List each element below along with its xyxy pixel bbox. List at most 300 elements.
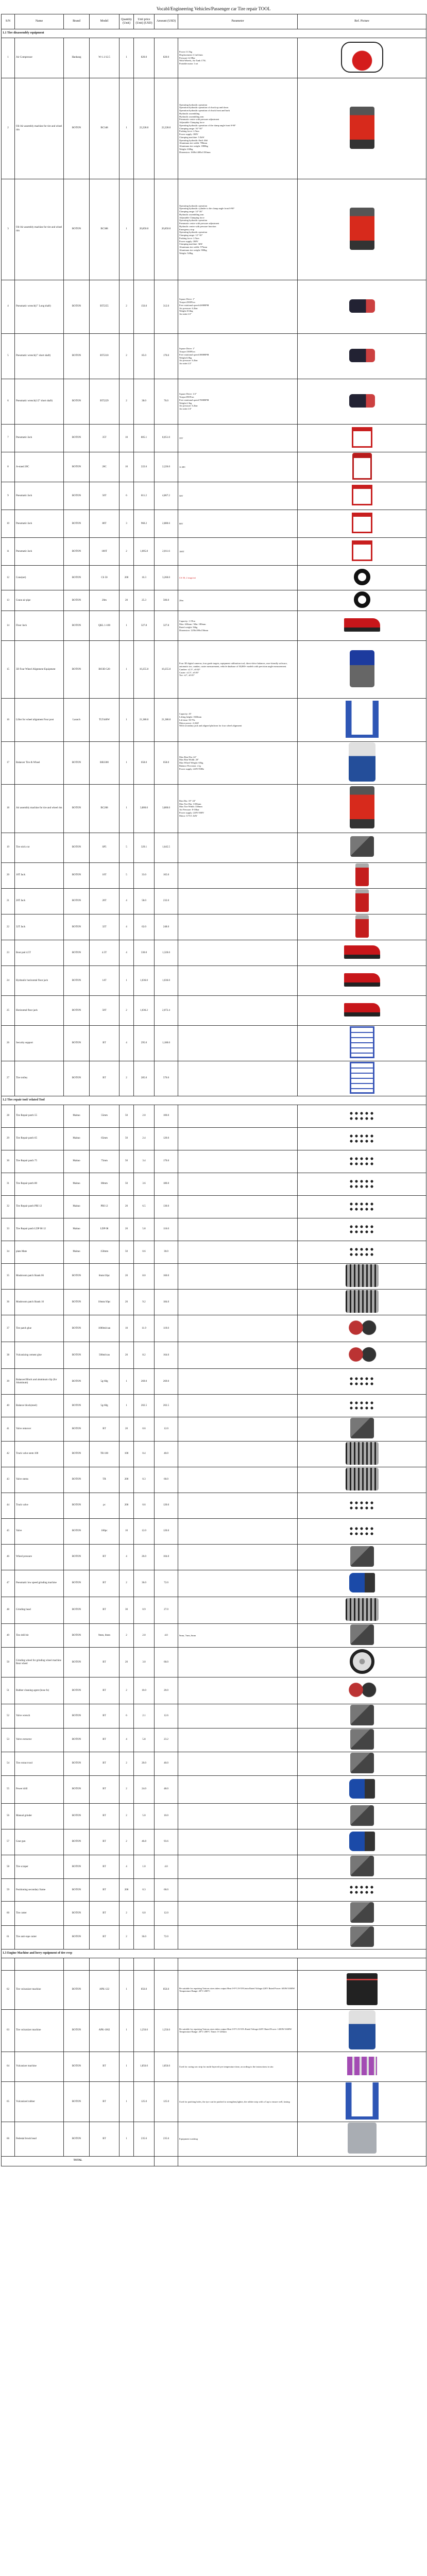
row-amount: 120.0 [155, 1519, 178, 1545]
table-row [2, 1829, 426, 1855]
row-sn: 47 [2, 1570, 15, 1597]
row-model: SP5 [90, 833, 119, 862]
row-quantity: 1 [119, 641, 134, 699]
row-name: Pneumatic wrench(1/2" short shaft) [15, 379, 64, 425]
row-ref-picture [298, 833, 426, 862]
row-brand: BOTON [64, 452, 90, 482]
row-unit-price: 202.5 [134, 1395, 155, 1417]
row-unit-price: 330.0 [134, 940, 155, 966]
product-image [347, 1316, 378, 1339]
row-ref-picture [298, 334, 426, 379]
row-parameter [178, 1061, 298, 1096]
row-unit-price: 5.8 [134, 1728, 155, 1752]
row-parameter: Operating hydraulic operation Operating hydraulic cylinder to the clamp angle front 0-90° Clamping range: 14"-26" Hydraulic assembling arm Adjustable Clamping force Operating hydraulic operation Pneumatic center with pressure adjustment Hydraulic center with pressure function Emergency stop Operating hydraulic operation Clamping range: 14"-30" Pushing force: 2.5ton Power supply: 380V Clamping machine: 3kW Aluminum tire width: 575mm Aluminum tire weight: 900kg Weight: 520kg [178, 179, 298, 280]
row-brand: BOTON [64, 1519, 90, 1545]
row-sn [2, 1958, 15, 1970]
row-ref-picture [298, 1570, 426, 1597]
table-row [2, 510, 426, 538]
row-amount: 232.0 [155, 888, 178, 914]
header-model: Model [90, 14, 119, 29]
row-unit-price: 36.0 [134, 1925, 155, 1949]
row-quantity: 4 [119, 1855, 134, 1879]
row-amount: 1,036.0 [155, 966, 178, 996]
row-parameter [178, 1105, 298, 1127]
row-sn: 29 [2, 1127, 15, 1150]
row-model: BT [90, 1704, 119, 1728]
product-image [352, 485, 372, 505]
row-brand: Maitao [64, 1105, 90, 1127]
row-unit-price: 2.4 [134, 1127, 155, 1150]
row-name [15, 1958, 64, 1970]
row-unit-price: 1,036.0 [134, 966, 155, 996]
row-model: BT [90, 1855, 119, 1879]
row-sn: 39 [2, 1369, 15, 1395]
row-quantity: 10 [119, 425, 134, 452]
row-name: 32T Jack [15, 914, 64, 940]
row-name: Pneumatic Jack [15, 510, 64, 538]
row-name: Vulcanized rubber [15, 2082, 64, 2122]
table-row [2, 2122, 426, 2156]
quotation-table [1, 14, 426, 2166]
table-row [2, 1704, 426, 1728]
row-quantity: 4 [119, 888, 134, 914]
row-model: PRI 12 [90, 1195, 119, 1218]
row-unit-price: 0.9 [134, 1597, 155, 1624]
row-parameter [178, 1545, 298, 1570]
row-quantity: 2 [119, 1925, 134, 1949]
table-row [2, 1195, 426, 1218]
row-sn: 60 [2, 1902, 15, 1925]
row-model: LDP 08 [90, 1218, 119, 1241]
row-name: Cone(set) [15, 566, 64, 590]
row-ref-picture [298, 699, 426, 742]
row-name: Valve remover [15, 1417, 64, 1441]
row-unit-price: 295.0 [134, 1026, 155, 1061]
product-image [350, 836, 374, 857]
row-brand: BOTON [64, 566, 90, 590]
row-parameter [178, 1704, 298, 1728]
row-name: Tire vulcanizer machine [15, 1970, 64, 2009]
row-amount: 2,880.6 [155, 510, 178, 538]
row-ref-picture [298, 862, 426, 888]
row-quantity: 10 [119, 452, 134, 482]
row-brand: BOTON [64, 1467, 90, 1493]
row-brand: Maitao [64, 1241, 90, 1263]
row-ref-picture [298, 1728, 426, 1752]
row-brand: BOTON [64, 538, 90, 566]
row-parameter: A-20C [178, 452, 298, 482]
row-brand: BOTON [64, 334, 90, 379]
row-name: Air assembly machine for tire and wheel rim [15, 784, 64, 833]
row-name: Boot pad 4.5T [15, 940, 64, 966]
product-image [352, 540, 372, 561]
row-quantity: 1 [119, 179, 134, 280]
row-model: BT [90, 1752, 119, 1775]
table-row [2, 641, 426, 699]
table-row [2, 1677, 426, 1704]
row-ref-picture [298, 1173, 426, 1195]
row-amount: 2,072.4 [155, 996, 178, 1026]
row-ref-picture [298, 1467, 426, 1493]
row-brand: BOTON [64, 641, 90, 699]
row-amount: 12.6 [155, 1704, 178, 1728]
row-ref-picture [298, 1241, 426, 1263]
table-row [2, 1493, 426, 1519]
row-unit-price: 1,856.0 [134, 2052, 155, 2082]
table-row [2, 590, 426, 611]
table-row [2, 1467, 426, 1493]
row-model: 5g-60g [90, 1395, 119, 1417]
row-ref-picture [298, 566, 426, 590]
row-unit-price: 0.4 [134, 1441, 155, 1467]
row-model: pc [90, 1493, 119, 1519]
row-quantity: 10 [119, 1315, 134, 1342]
table-row [2, 1026, 426, 1061]
row-name: Truck valve [15, 1493, 64, 1519]
row-amount: 1,180.0 [155, 1026, 178, 1061]
row-amount: 120.0 [155, 1127, 178, 1150]
row-brand: BOTON [64, 1342, 90, 1369]
row-name: Floor Jack [15, 611, 64, 641]
row-unit-price: 327.8 [134, 611, 155, 641]
row-model: BT [90, 2122, 119, 2156]
product-image [346, 1264, 379, 1287]
table-row [2, 1369, 426, 1395]
row-unit-price: 2.1 [134, 1704, 155, 1728]
row-parameter: Square Drive: 1" Torque:1500N.m Free rotational speed:3800RPM Weight:6.8kg Air pressure: 6.2bar Air inlet:1/2" [178, 334, 298, 379]
row-unit-price: 26.0 [134, 1545, 155, 1570]
product-image [349, 1779, 375, 1799]
row-name: 20T Jack [15, 888, 64, 914]
row-brand: BOTON [64, 1493, 90, 1519]
section-row [2, 1949, 426, 1958]
row-model: 20m [90, 590, 119, 611]
row-unit-price: 8.2 [134, 1342, 155, 1369]
product-image [355, 889, 369, 912]
row-ref-picture [298, 1369, 426, 1395]
product-image [349, 299, 375, 313]
row-amount: 3,800.0 [155, 784, 178, 833]
row-unit-price: 12.0 [134, 1519, 155, 1545]
row-brand: BOTON [64, 1728, 90, 1752]
row-amount: 658.0 [155, 742, 178, 784]
total-label: TOTAL [2, 2156, 155, 2166]
row-name: Grinding wheel for grinding wheel machine Rear wheel [15, 1648, 64, 1677]
product-image [350, 1805, 374, 1826]
row-ref-picture [298, 1290, 426, 1315]
product-image [350, 1062, 374, 1094]
row-parameter [178, 1958, 298, 1970]
row-brand: Maitao [64, 1150, 90, 1173]
table-row [2, 280, 426, 334]
row-brand: BOTON [64, 2082, 90, 2122]
row-quantity: 5 [119, 833, 134, 862]
row-model: 4.5T [90, 940, 119, 966]
row-sn: 56 [2, 1804, 15, 1829]
row-sn: 35 [2, 1263, 15, 1289]
row-parameter [178, 1902, 298, 1925]
row-quantity: 2 [119, 1570, 134, 1597]
row-unit-price: 21,380.0 [134, 699, 155, 742]
row-name: Tire extract tool [15, 1752, 64, 1775]
row-amount: 60.0 [155, 1648, 178, 1677]
row-unit-price: 8.0 [134, 1263, 155, 1289]
row-name: Tire Repair patch PRI 12 [15, 1195, 64, 1218]
row-parameter: Capacity: 4T Lifting height: 1820mm Lift time: 50-70s Motor power: 2.2kW With secondary jack and aligned platform for four wheel alignment [178, 699, 298, 742]
row-parameter [178, 1241, 298, 1263]
row-sn: 15 [2, 641, 15, 699]
row-sn: 7 [2, 425, 15, 452]
row-sn: 46 [2, 1545, 15, 1570]
table-row [2, 1519, 426, 1545]
table-row [2, 425, 426, 452]
row-brand: BOTON [64, 1441, 90, 1467]
row-amount: 2,226.0 [155, 452, 178, 482]
row-brand: BOTON [64, 1855, 90, 1879]
row-amount: 856.0 [155, 1970, 178, 2009]
table-row [2, 2052, 426, 2082]
table-row [2, 1925, 426, 1949]
row-quantity: 200 [119, 566, 134, 590]
row-sn: 25 [2, 996, 15, 1026]
row-model [90, 1958, 119, 1970]
row-parameter [178, 1879, 298, 1902]
product-image [349, 349, 375, 362]
row-sn: 49 [2, 1624, 15, 1648]
row-amount: 72.0 [155, 1925, 178, 1949]
table-row [2, 1970, 426, 2009]
row-name: Mushroom patch Shank 10 [15, 1290, 64, 1315]
product-image [349, 1247, 375, 1256]
row-unit-price: 5.0 [134, 1804, 155, 1829]
row-quantity: 1 [119, 1369, 134, 1395]
table-row [2, 179, 426, 280]
row-name: Tire Repair patch 80 [15, 1173, 64, 1195]
row-ref-picture [298, 1127, 426, 1150]
row-ref-picture [298, 1902, 426, 1925]
row-sn: 9 [2, 482, 15, 510]
row-model: 10mm/10pc [90, 1290, 119, 1315]
row-model: APK-1062 [90, 2009, 119, 2052]
row-parameter [178, 862, 298, 888]
row-model: 100pc [90, 1519, 119, 1545]
row-model: BT [90, 1804, 119, 1829]
row-unit-price: 156.0 [134, 280, 155, 334]
row-quantity: 2 [119, 379, 134, 425]
row-unit-price: 9.2 [134, 1290, 155, 1315]
row-sn: 51 [2, 1677, 15, 1704]
table-row [2, 1417, 426, 1441]
row-model: BT5229 [90, 379, 119, 425]
row-unit-price: 811.2 [134, 482, 155, 510]
row-quantity: 1 [119, 2052, 134, 2082]
table-row [2, 1728, 426, 1752]
row-sn: 22 [2, 914, 15, 940]
row-model: 10T [90, 862, 119, 888]
row-model: BT [90, 1570, 119, 1597]
table-row [2, 1441, 426, 1467]
row-name: 10T Jack [15, 862, 64, 888]
row-unit-price: 0.3 [134, 1879, 155, 1902]
row-sn: 58 [2, 1855, 15, 1879]
row-model: BT5310 [90, 334, 119, 379]
product-image [355, 863, 369, 886]
row-name: Balance block(steel) [15, 1395, 64, 1417]
table-row [2, 914, 426, 940]
row-brand: BOTON [64, 1263, 90, 1289]
product-image [350, 786, 374, 828]
table-row [2, 566, 426, 590]
row-brand: BOTON [64, 482, 90, 510]
row-quantity: 1 [119, 699, 134, 742]
row-brand: BOTON [64, 280, 90, 334]
row-ref-picture [298, 888, 426, 914]
row-brand: BOTON [64, 1290, 90, 1315]
row-amount [155, 1958, 178, 1970]
table-row [2, 38, 426, 78]
table-row [2, 996, 426, 1026]
row-model: 150mm [90, 1241, 119, 1263]
row-sn: 40 [2, 1395, 15, 1417]
row-model: BT [90, 1776, 119, 1804]
product-image [349, 1400, 375, 1410]
table-row [2, 538, 426, 566]
row-parameter: Capacity: 1.5Ton Max: 630mm / Min: 180mm Rated weight: 56kg Dimension: 1250x390x150mm [178, 611, 298, 641]
product-image [347, 1973, 378, 2005]
row-sn: 52 [2, 1704, 15, 1728]
product-image [354, 569, 370, 585]
row-unit-price: 820.0 [134, 38, 155, 78]
row-parameter [178, 1290, 298, 1315]
row-name: Tire cutter [15, 1902, 64, 1925]
row-sn: 38 [2, 1342, 15, 1369]
row-brand: BOTON [64, 940, 90, 966]
row-sn: 6 [2, 379, 15, 425]
row-ref-picture [298, 2052, 426, 2082]
table-row [2, 2009, 426, 2052]
row-quantity [119, 1958, 134, 1970]
row-name: Mushroom patch Shank 06 [15, 1263, 64, 1289]
row-sn: 62 [2, 1970, 15, 2009]
row-amount: 1,256.0 [155, 2009, 178, 2052]
row-amount: 125.0 [155, 2082, 178, 2122]
row-brand: BOTON [64, 833, 90, 862]
row-parameter [178, 1342, 298, 1369]
row-unit-price: 2.0 [134, 1105, 155, 1127]
table-row [2, 1395, 426, 1417]
row-ref-picture [298, 1545, 426, 1570]
row-sn: 14 [2, 611, 15, 641]
row-brand: BOTON [64, 1545, 90, 1570]
row-parameter [178, 833, 298, 862]
row-ref-picture [298, 1597, 426, 1624]
row-unit-price: 3.0 [134, 1648, 155, 1677]
row-parameter [178, 1150, 298, 1173]
product-image [349, 1156, 375, 1165]
row-brand: BOTON [64, 2009, 90, 2052]
row-brand: BOTON [64, 590, 90, 611]
row-amount: 60.0 [155, 1879, 178, 1902]
row-unit-price: 38.0 [134, 379, 155, 425]
row-quantity: 6 [119, 482, 134, 510]
row-sn: 57 [2, 1829, 15, 1855]
row-ref-picture [298, 1804, 426, 1829]
row-amount: 104.0 [155, 1545, 178, 1570]
row-brand: BOTON [64, 1369, 90, 1395]
row-quantity: 1 [119, 611, 134, 641]
row-model: 5g-60g [90, 1369, 119, 1395]
row-unit-price: 58.0 [134, 888, 155, 914]
row-parameter: 9mm, 7mm, 6mm [178, 1624, 298, 1648]
row-amount: 20,850.0 [155, 179, 178, 280]
row-sn: 36 [2, 1290, 15, 1315]
row-amount: 269.0 [155, 1369, 178, 1395]
row-amount: 27.0 [155, 1597, 178, 1624]
row-name: Lifter for wheel alignment Four post [15, 699, 64, 742]
row-ref-picture [298, 1441, 426, 1467]
row-unit-price: 20.0 [134, 1752, 155, 1775]
section-title: 1.2 Tire repair tool/ related Tool [2, 1096, 426, 1105]
row-model: BT [90, 2052, 119, 2082]
row-unit-price: 2.0 [134, 1624, 155, 1648]
row-amount: 1,645.5 [155, 833, 178, 862]
row-model: TLT440W [90, 699, 119, 742]
row-ref-picture [298, 38, 426, 78]
row-parameter [178, 1752, 298, 1775]
row-quantity: 1 [119, 966, 134, 996]
row-unit-price: 0.6 [134, 1493, 155, 1519]
row-brand: Maitao [64, 1218, 90, 1241]
table-row [2, 611, 426, 641]
row-amount: 4.0 [155, 1624, 178, 1648]
section-row [2, 29, 426, 38]
table-row [2, 1902, 426, 1925]
row-brand: Maitao [64, 1173, 90, 1195]
product-image [349, 1573, 375, 1592]
row-amount: 10,255.0 [155, 641, 178, 699]
row-ref-picture [298, 425, 426, 452]
row-brand: BOTON [64, 784, 90, 833]
product-image [355, 915, 369, 938]
row-amount: 22,228.0 [155, 78, 178, 179]
row-quantity: 1 [119, 784, 134, 833]
row-parameter [178, 1677, 298, 1704]
product-image [346, 1290, 379, 1313]
row-amount: 40.0 [155, 1441, 178, 1467]
row-quantity: 1 [119, 1395, 134, 1417]
header-brand: Brand [64, 14, 90, 29]
table-row [2, 1624, 426, 1648]
row-model: BT [90, 1829, 119, 1855]
row-name: Truck valve stem 100 [15, 1441, 64, 1467]
table-row [2, 1776, 426, 1804]
row-model: BT [90, 1879, 119, 1902]
row-unit-price: 10,255.0 [134, 641, 155, 699]
row-model: W-1.1/12.5 [90, 38, 119, 78]
row-model: 65mm [90, 1127, 119, 1150]
row-quantity: 50 [119, 1127, 134, 1150]
row-sn: 3 [2, 179, 15, 280]
table-row [2, 1241, 426, 1263]
row-sn: 61 [2, 1925, 15, 1949]
row-quantity: 2 [119, 334, 134, 379]
table-row [2, 1105, 426, 1127]
table-row [2, 482, 426, 510]
row-brand: BOTON [64, 611, 90, 641]
row-amount: 100.0 [155, 1105, 178, 1127]
row-brand: BOTON [64, 2122, 90, 2156]
product-image [350, 1026, 374, 1058]
